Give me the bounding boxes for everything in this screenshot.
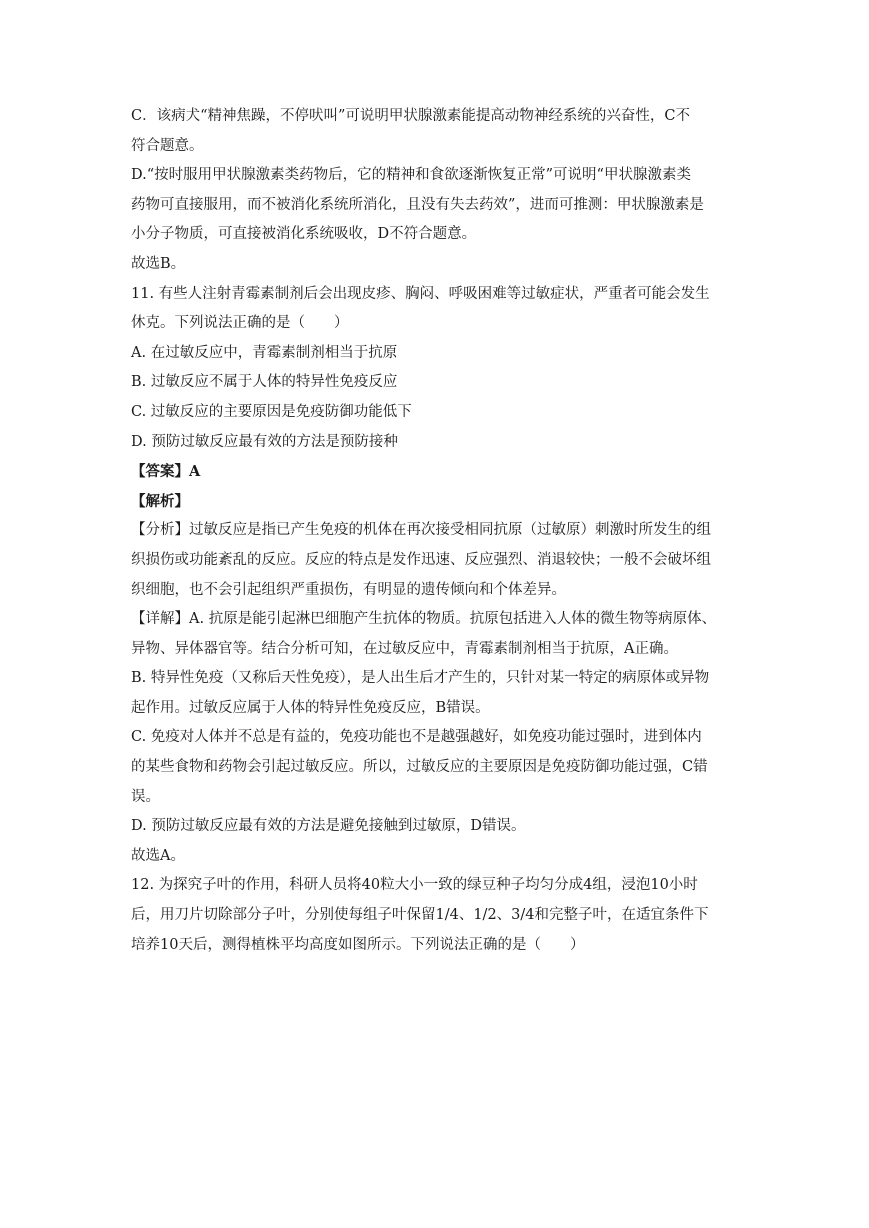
detail-text: 误。 bbox=[131, 788, 160, 805]
question-12-stem: 12. 为探究子叶的作用，科研人员将40粒大小一致的绿豆种子均匀分成4组，浸泡10小时 bbox=[131, 877, 698, 894]
detail-text: 【详解】A. 抗原是能引起淋巴细胞产生抗体的物质。抗原包括进入人体的微生物等病原体、 bbox=[131, 611, 717, 628]
analysis-label: 【解析】 bbox=[131, 492, 189, 510]
option-c: C. 过敏反应的主要原因是免疫防御功能低下 bbox=[131, 403, 412, 420]
question-12-stem: 后，用刀片切除部分子叶，分别使每组子叶保留1/4、1/2、3/4和完整子叶，在适宜条件下 bbox=[131, 907, 709, 924]
detail-text: C. 免疫对人体并不总是有益的，免疫功能也不是越强越好，如免疫功能过强时，进到体内 bbox=[131, 729, 702, 746]
option-d: D. 预防过敏反应最有效的方法是预防接种 bbox=[131, 433, 398, 450]
option-b: B. 过敏反应不属于人体的特异性免疫反应 bbox=[131, 374, 398, 391]
question-11-stem: 休克。下列说法正确的是（ ） bbox=[131, 315, 349, 332]
question-11-stem: 11. 有些人注射青霉素制剂后会出现皮疹、胸闷、呼吸困难等过敏症状，严重者可能会发生 bbox=[131, 285, 710, 302]
text-line: 故选B。 bbox=[131, 255, 186, 272]
text-line: 符合题意。 bbox=[131, 137, 204, 154]
question-12-stem: 培养10天后，测得植株平均高度如图所示。下列说法正确的是（ ） bbox=[131, 936, 585, 953]
answer-label: 【答案】A bbox=[131, 463, 201, 481]
document-body bbox=[131, 102, 743, 960]
detail-text: 的某些食物和药物会引起过敏反应。所以，过敏反应的主要原因是免疫防御功能过强，C错 bbox=[131, 759, 708, 776]
text-line: 药物可直接服用，而不被消化系统所消化，且没有失去药效”，进而可推测：甲状腺激素是 bbox=[131, 196, 704, 213]
detail-text: 异物、异体器官等。结合分析可知，在过敏反应中，青霉素制剂相当于抗原，A正确。 bbox=[131, 640, 678, 657]
option-a: A. 在过敏反应中，青霉素制剂相当于抗原 bbox=[131, 344, 398, 361]
text-line: C．该病犬“精神焦躁，不停吠叫”可说明甲状腺激素能提高动物神经系统的兴奋性，C不 bbox=[131, 108, 691, 124]
text-line: 小分子物质，可直接被消化系统吸收，D不符合题意。 bbox=[131, 226, 477, 243]
detail-text: D. 预防过敏反应最有效的方法是避免接触到过敏原，D错误。 bbox=[131, 818, 526, 835]
detail-text: B. 特异性免疫（又称后天性免疫），是人出生后才产生的，只针对某一特定的病原体或异物 bbox=[131, 670, 710, 687]
analysis-text: 【分析】过敏反应是指已产生免疫的机体在再次接受相同抗原（过敏原）刺激时所发生的组 bbox=[131, 522, 711, 539]
analysis-text: 织损伤或功能紊乱的反应。反应的特点是发作迅速、反应强烈、消退较快；一般不会破坏组 bbox=[131, 551, 711, 568]
text-line: D.“按时服用甲状腺激素类药物后，它的精神和食欲逐渐恢复正常”可说明“甲状腺激素类 bbox=[131, 167, 691, 184]
detail-text: 起作用。过敏反应属于人体的特异性免疫反应，B错误。 bbox=[131, 699, 490, 716]
analysis-text: 织细胞，也不会引起组织严重损伤，有明显的遗传倾向和个体差异。 bbox=[131, 581, 566, 598]
conclusion-text: 故选A。 bbox=[131, 847, 185, 864]
